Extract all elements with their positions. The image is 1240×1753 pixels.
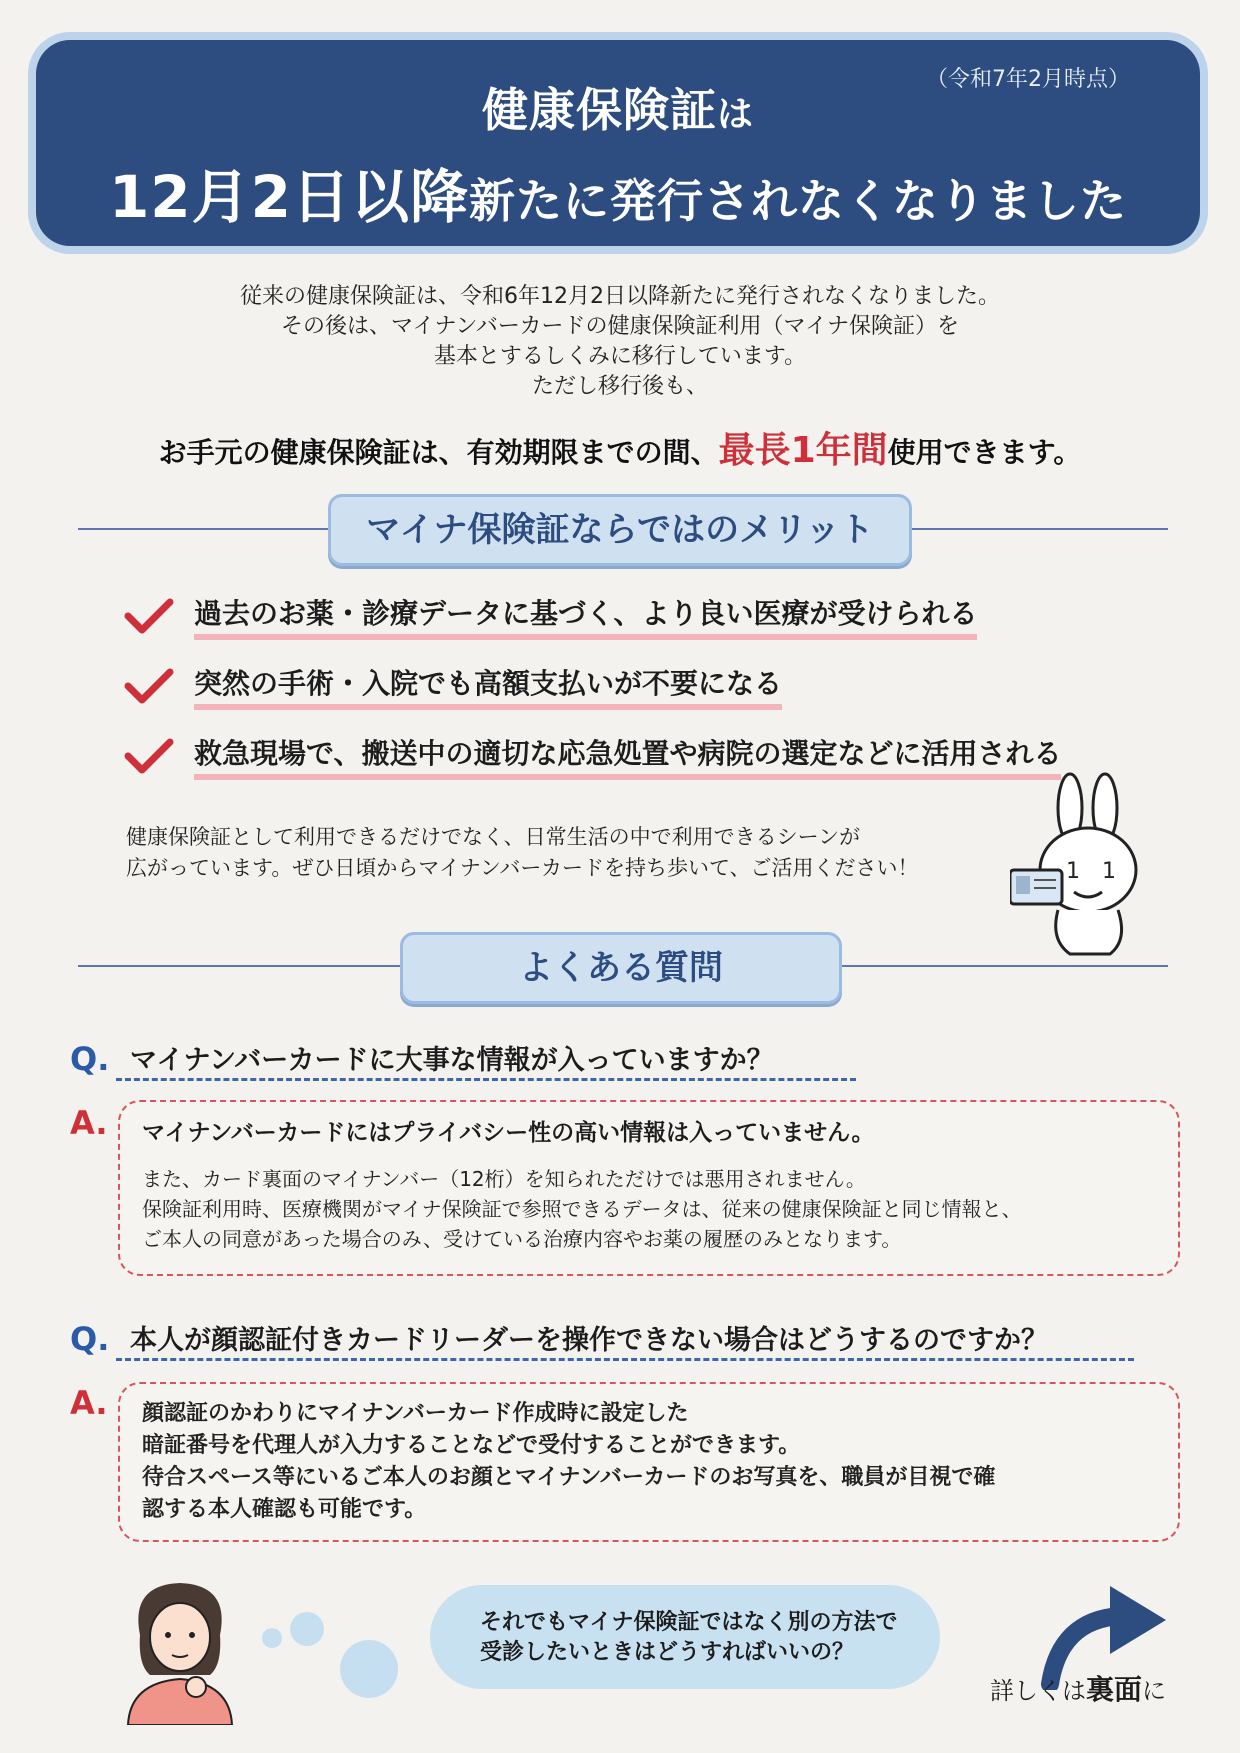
answer-1-line-1: また、カード裏面のマイナンバー（12桁）を知られただけでは悪用されません。	[142, 1167, 866, 1191]
merit-note	[126, 822, 1006, 884]
validity-pre: お手元の健康保険証は、有効期限までの間、	[158, 436, 719, 469]
bubble-line-2: 受診したいときはどうすればいいの？	[480, 1640, 855, 1665]
check-icon	[124, 666, 174, 706]
thought-dot-medium	[290, 1612, 324, 1646]
question-bubble-text	[480, 1608, 920, 1668]
question-2-underline	[116, 1358, 1134, 1361]
banner-title-particle: は	[716, 94, 754, 135]
merit-text: 過去のお薬・診療データに基づく、より良い医療が受けられる	[194, 592, 977, 640]
answer-1-line-3: ご本人の同意があった場合のみ、受けている治療内容やお薬の履歴のみとなります。	[142, 1227, 902, 1251]
merits-heading: マイナ保険証ならではのメリット	[328, 494, 912, 566]
banner-headline-rest: 新たに発行されなくなりました	[469, 174, 1128, 228]
answer-1-lead: マイナンバーカードにはプライバシー性の高い情報は入っていません。	[142, 1120, 875, 1146]
intro-line-3: 基本とするしくみに移行しています。	[433, 344, 807, 369]
faq-rule-left	[78, 965, 400, 967]
validity-post: 使用できます。	[887, 436, 1082, 469]
section-rule-right	[906, 528, 1168, 530]
intro-text	[80, 282, 1160, 402]
answer-2-line-2: 暗証番号を代理人が入力することなどで受付することができます。	[142, 1433, 801, 1458]
banner-headline-main: 12月2日以降	[108, 163, 470, 231]
header-banner	[36, 40, 1200, 246]
answer-2-line-3: 待合スペース等にいるご本人のお顔とマイナンバーカードのお写真を、職員が目視で確	[142, 1465, 996, 1490]
answer-mark-label: A.	[70, 1104, 108, 1142]
merit-text: 突然の手術・入院でも高額支払いが不要になる	[194, 662, 782, 710]
thought-dot-large	[340, 1640, 398, 1698]
intro-line-4: ただし移行後も、	[531, 374, 708, 399]
banner-title	[36, 74, 1200, 140]
answer-2-line-1: 顔認証のかわりにマイナンバーカード作成時に設定した	[142, 1401, 689, 1426]
intro-line-1: 従来の健康保険証は、令和6年12月2日以降新たに発行されなくなりました。	[240, 284, 1000, 309]
intro-line-2: その後は、マイナンバーカードの健康保険証利用（マイナ保険証）を	[280, 314, 960, 339]
answer-1-line-2: 保険証利用時、医療機関がマイナ保険証で参照できるデータは、従来の健康保険証と同じ情報と、	[142, 1197, 1022, 1221]
question-1-underline	[116, 1078, 856, 1081]
see-back-link[interactable]	[990, 1668, 1166, 1708]
merit-text: 救急現場で、搬送中の適切な応急処置や病院の選定などに活用される	[194, 732, 1061, 780]
banner-title-main: 健康保険証	[481, 83, 717, 137]
answer-2-line-4: 認する本人確認も可能です。	[142, 1497, 427, 1522]
see-back-post: に	[1142, 1677, 1167, 1705]
question-1: マイナンバーカードに大事な情報が入っていますか？	[130, 1045, 774, 1076]
person-thinking-icon	[110, 1575, 250, 1725]
merit-note-line-1: 健康保険証として利用できるだけでなく、日常生活の中で利用できるシーンが	[126, 825, 861, 849]
rabbit-mascot	[1010, 770, 1160, 960]
answer-2-body	[142, 1398, 1162, 1526]
merit-item	[124, 660, 782, 712]
section-rule-left	[78, 528, 328, 530]
svg-text:1: 1	[1102, 859, 1116, 884]
banner-headline	[36, 150, 1200, 234]
validity-statement	[60, 422, 1180, 473]
merit-note-line-2: 広がっています。ぜひ日頃からマイナンバーカードを持ち歩いて、ご活用ください！	[126, 856, 919, 880]
faq-rule-right	[836, 965, 1168, 967]
answer-mark-label: A.	[70, 1384, 108, 1422]
svg-text:1: 1	[1066, 859, 1080, 884]
question-mark-label: Q.	[70, 1040, 110, 1078]
check-icon	[124, 596, 174, 636]
thought-dot-small	[262, 1628, 282, 1648]
merit-item	[124, 730, 1061, 782]
question-mark-label: Q.	[70, 1320, 110, 1358]
check-icon	[124, 736, 174, 776]
date-note: （令和7年2月時点）	[926, 67, 1130, 92]
faq-heading: よくある質問	[400, 932, 842, 1004]
answer-1-body	[142, 1164, 1162, 1254]
question-2: 本人が顔認証付きカードリーダーを操作できない場合はどうするのですか？	[130, 1325, 1048, 1356]
merit-item	[124, 590, 977, 642]
see-back-bold: 裏面	[1086, 1673, 1143, 1706]
see-back-pre: 詳しくは	[990, 1677, 1086, 1705]
bubble-line-1: それでもマイナ保険証ではなく別の方法で	[480, 1610, 898, 1635]
validity-period: 最長1年間	[718, 430, 888, 471]
